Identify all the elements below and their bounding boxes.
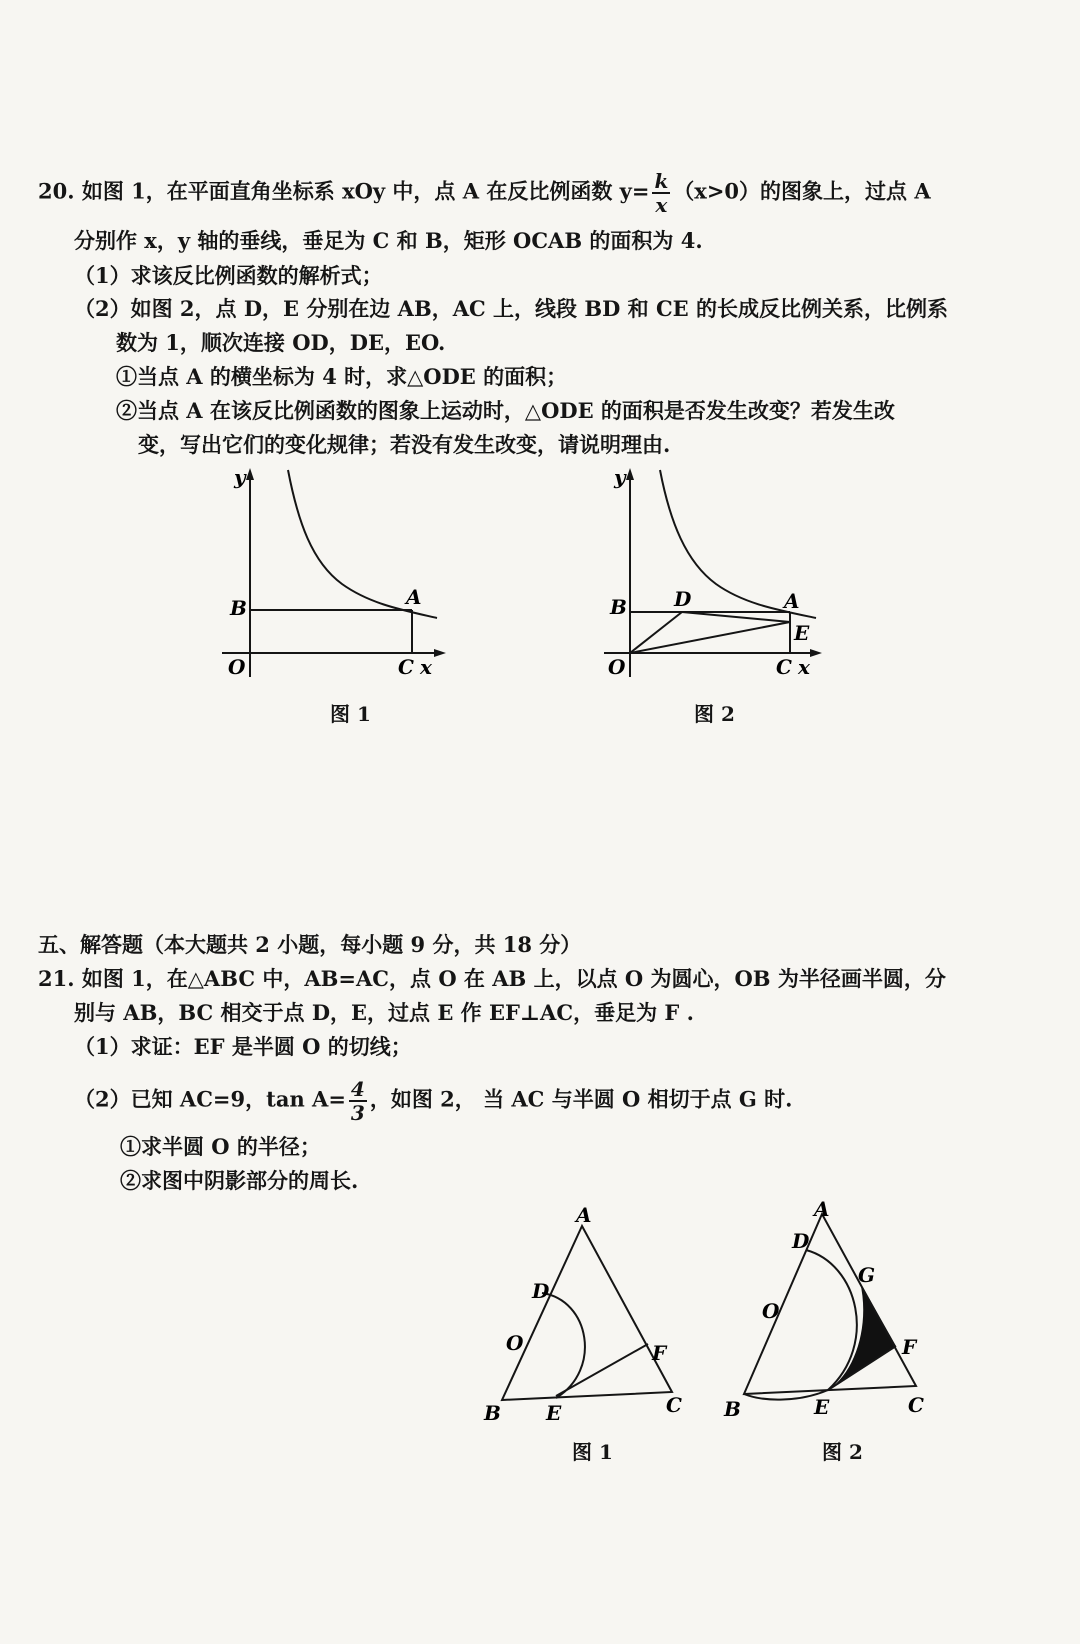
- q20-fig2-y-arrow: [626, 468, 634, 480]
- q20-figure-2: [594, 462, 834, 692]
- q21-line4-b: ，如图 2， 当 AC 与半圆 O 相切于点 G 时.: [369, 1086, 793, 1112]
- q20-fig2-label-y: y: [614, 465, 626, 489]
- q20-line1: [38, 170, 931, 216]
- q21-line5: ①求半圆 O 的半径；: [120, 1134, 321, 1159]
- q20-line4: （2）如图 2，点 D，E 分别在边 AB，AC 上，线段 BD 和 CE 的长成反比例关系，比例系: [74, 296, 948, 321]
- q20-frac-den: x: [655, 193, 668, 217]
- q21-figure-2: [718, 1194, 950, 1430]
- q20-frac-num: k: [654, 169, 669, 193]
- q21-fig2-label-D: D: [792, 1229, 810, 1253]
- q21-line4-a: （2）已知 AC=9，tan A=: [74, 1086, 346, 1112]
- q20-fig2-label-B: B: [610, 595, 627, 619]
- q20-fig1-label-C: C: [398, 655, 414, 679]
- section5-title: 五、解答题（本大题共 2 小题，每小题 9 分，共 18 分）: [38, 932, 582, 957]
- q21-fig2-label-B: B: [724, 1397, 741, 1421]
- q21-fig2-shaded-region: [828, 1282, 896, 1390]
- q20-fig2-label-A: A: [784, 589, 800, 613]
- q21-fig2-label-O: O: [762, 1299, 780, 1323]
- q20-fig2-segment-EO: [630, 622, 790, 653]
- q21-fig2-label-E: E: [814, 1395, 830, 1419]
- q21-fig2-label-A: A: [814, 1197, 830, 1221]
- q21-line3: （1）求证：EF 是半圆 O 的切线；: [74, 1034, 412, 1059]
- q21-line6: ②求图中阴影部分的周长.: [120, 1168, 359, 1193]
- q20-line8: 变，写出它们的变化规律；若没有发生改变，请说明理由.: [138, 432, 671, 457]
- q20-fig1-caption: 图 1: [330, 702, 371, 726]
- q21-fig1-label-E: E: [546, 1401, 562, 1425]
- q20-fig2-segment-DE: [682, 612, 790, 622]
- q20-line5: 数为 1，顺次连接 OD，DE，EO.: [116, 330, 446, 355]
- q21-fig2-label-C: C: [908, 1393, 924, 1417]
- q20-fig1-y-arrow: [246, 468, 254, 480]
- q21-fig1-label-F: F: [652, 1341, 667, 1365]
- q21-frac-num: 4: [350, 1077, 365, 1101]
- q20-figure-1: [212, 462, 452, 692]
- q21-fig1-triangle-ABC: [502, 1226, 672, 1400]
- q20-fig1-label-y: y: [234, 465, 246, 489]
- q20-fig2-caption: 图 2: [694, 702, 735, 726]
- q21-fig1-label-B: B: [484, 1401, 501, 1425]
- q20-line7: ②当点 A 在该反比例函数的图象上运动时，△ODE 的面积是否发生改变？若发生改: [116, 398, 895, 423]
- q20-fig2-label-C: C: [776, 655, 792, 679]
- q20-fig2-label-D: D: [674, 587, 692, 611]
- q21-fig2-label-G: G: [858, 1263, 876, 1287]
- q20-fig1-label-A: A: [406, 585, 422, 609]
- q21-fig1-label-C: C: [666, 1393, 682, 1417]
- q20-fig1-label-x: x: [420, 655, 432, 679]
- q21-line1: 21. 如图 1，在△ABC 中，AB=AC，点 O 在 AB 上，以点 O 为圆心，OB 为半径画半圆，分: [38, 966, 946, 991]
- q20-fig2-label-O: O: [608, 655, 626, 679]
- q21-fig1-label-A: A: [576, 1203, 592, 1227]
- q20-fig2-label-E: E: [794, 621, 810, 645]
- q21-fig1-caption: 图 1: [572, 1440, 613, 1464]
- q21-fig1-segment-EF: [556, 1344, 648, 1396]
- q21-line4: [74, 1078, 793, 1124]
- q20-line2: 分别作 x，y 轴的垂线，垂足为 C 和 B，矩形 OCAB 的面积为 4.: [74, 228, 703, 253]
- q21-fig1-label-D: D: [532, 1279, 550, 1303]
- q21-frac-den: 3: [350, 1101, 365, 1125]
- q21-fig2-caption: 图 2: [822, 1440, 863, 1464]
- q21-fraction: [349, 1078, 367, 1124]
- q20-fraction: [652, 170, 670, 216]
- q20-line1-a: 20. 如图 1，在平面直角坐标系 xOy 中，点 A 在反比例函数 y=: [38, 178, 650, 204]
- q20-line6: ①当点 A 的横坐标为 4 时，求△ODE 的面积；: [116, 364, 568, 389]
- q21-fig1-label-O: O: [506, 1331, 524, 1355]
- q20-fig2-label-x: x: [798, 655, 810, 679]
- q20-fig1-label-B: B: [230, 596, 247, 620]
- q20-fig2-segment-OD: [630, 612, 682, 653]
- q21-line2: 别与 AB，BC 相交于点 D，E，过点 E 作 EF⊥AC，垂足为 F .: [74, 1000, 694, 1025]
- q21-fig2-semicircle: [744, 1250, 857, 1400]
- q21-fig2-label-F: F: [902, 1335, 917, 1359]
- q20-line3: （1）求该反比例函数的解析式；: [74, 263, 383, 288]
- q20-fig1-label-O: O: [228, 655, 246, 679]
- q20-fig2-x-arrow: [810, 649, 822, 657]
- q21-figure-1: [478, 1200, 698, 1430]
- q20-line1-b: （x>0）的图象上，过点 A: [673, 178, 931, 204]
- q20-fig1-x-arrow: [434, 649, 446, 657]
